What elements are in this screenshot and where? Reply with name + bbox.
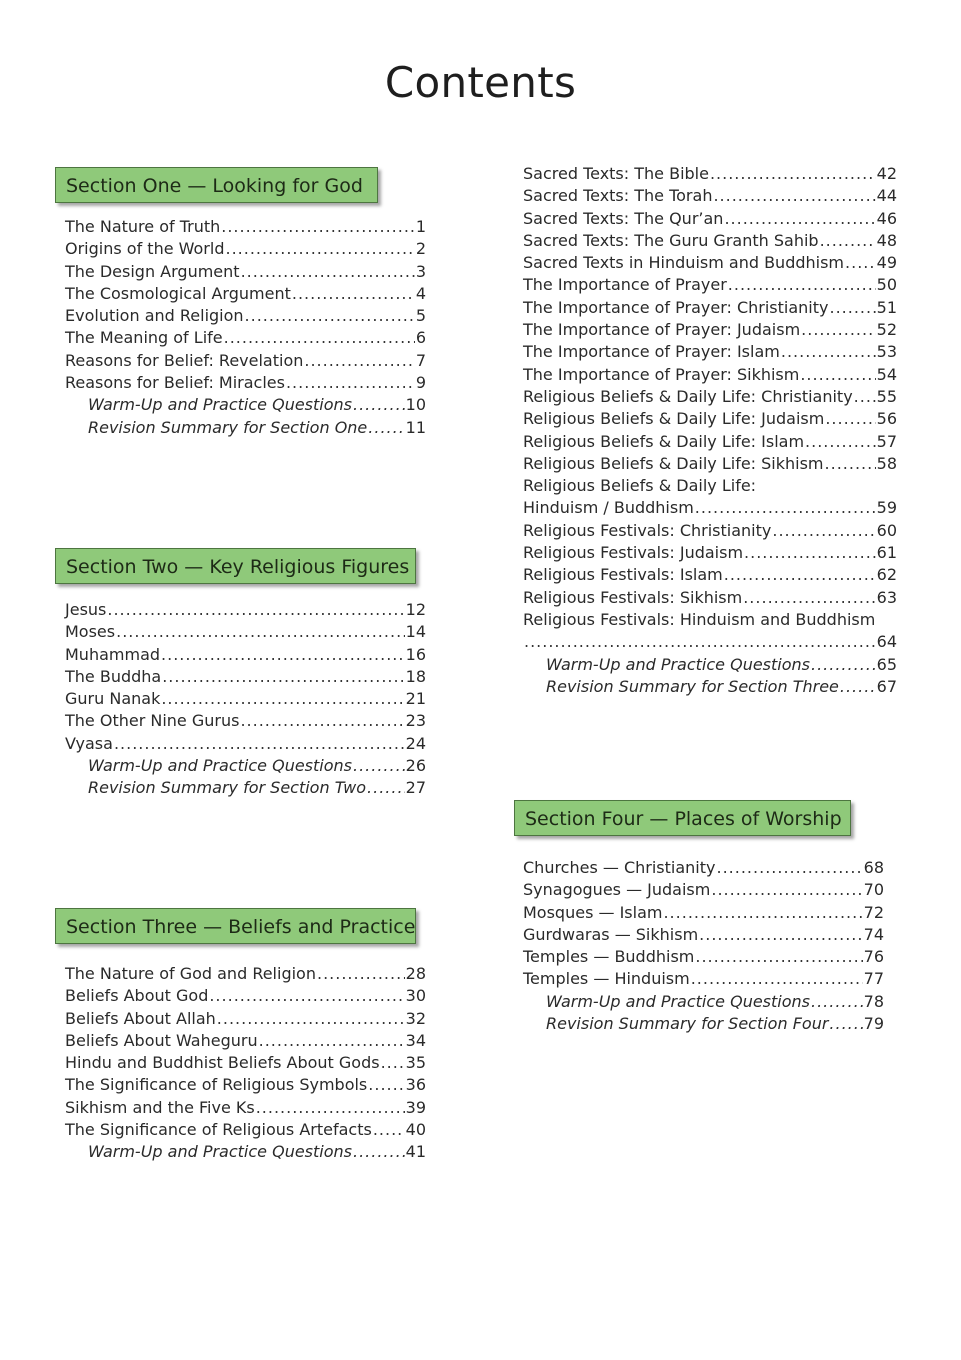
entry-title: Temples — Buddhism bbox=[523, 947, 695, 967]
entry-title: Muhammad bbox=[65, 644, 161, 664]
toc-entry-wrapped-second-line[interactable] bbox=[523, 631, 897, 653]
toc-entry-questions[interactable] bbox=[65, 1141, 426, 1163]
entry-page: 57 bbox=[876, 431, 897, 451]
toc-entry-revision-summary[interactable] bbox=[65, 417, 426, 439]
entry-page: 65 bbox=[876, 654, 897, 674]
entry-page: 48 bbox=[876, 230, 897, 250]
dot-leader bbox=[240, 710, 404, 732]
entry-title: Sacred Texts in Hinduism and Buddhism bbox=[523, 253, 845, 273]
dot-leader bbox=[373, 1119, 405, 1141]
toc-entry-questions[interactable] bbox=[523, 991, 884, 1013]
entry-page: 35 bbox=[405, 1053, 426, 1073]
section-four-header: Section Four — Places of Worship bbox=[514, 800, 851, 836]
entry-page: 42 bbox=[876, 164, 897, 183]
entry-page: 30 bbox=[405, 986, 426, 1006]
toc-entry[interactable] bbox=[523, 879, 884, 901]
dot-leader bbox=[241, 261, 415, 283]
dot-leader bbox=[772, 520, 875, 542]
entry-page: 21 bbox=[405, 689, 426, 709]
dot-leader bbox=[811, 654, 876, 676]
entry-page: 4 bbox=[415, 283, 426, 303]
dot-leader bbox=[825, 453, 876, 475]
dot-leader bbox=[724, 564, 876, 586]
entry-title: Sacred Texts: The Guru Granth Sahib bbox=[523, 230, 819, 250]
entry-title: Mosques — Islam bbox=[523, 902, 663, 922]
entry-page: 3 bbox=[415, 261, 426, 281]
entry-title: The Design Argument bbox=[65, 261, 240, 281]
toc-entry[interactable] bbox=[65, 1097, 426, 1119]
toc-entry[interactable] bbox=[65, 644, 426, 666]
toc-entry[interactable] bbox=[65, 621, 426, 643]
entry-title: Religious Festivals: Judaism bbox=[523, 543, 744, 563]
dot-leader bbox=[353, 1141, 405, 1163]
entry-page: 64 bbox=[876, 632, 897, 652]
entry-title: Religious Festivals: Christianity bbox=[523, 520, 772, 540]
toc-entry-questions[interactable] bbox=[65, 755, 426, 777]
toc-entry[interactable] bbox=[523, 924, 884, 946]
dot-leader bbox=[259, 1030, 405, 1052]
dot-leader bbox=[317, 963, 405, 985]
entry-title: Hindu and Buddhist Beliefs About Gods bbox=[65, 1053, 380, 1073]
dot-leader bbox=[825, 408, 875, 430]
entry-page: 9 bbox=[415, 373, 426, 393]
entry-title: Religious Beliefs & Daily Life: bbox=[523, 476, 757, 496]
toc-entry[interactable] bbox=[523, 341, 897, 363]
entry-page: 12 bbox=[405, 600, 426, 619]
toc-entry[interactable] bbox=[65, 261, 426, 283]
dot-leader bbox=[292, 283, 415, 305]
dot-leader bbox=[695, 497, 876, 519]
entry-page: 27 bbox=[405, 778, 426, 798]
dot-leader bbox=[691, 968, 863, 990]
dot-leader bbox=[161, 644, 405, 666]
dot-leader bbox=[114, 733, 405, 755]
entry-title: The Importance of Prayer: Judaism bbox=[523, 320, 801, 340]
entry-page: 53 bbox=[876, 342, 897, 362]
toc-entry[interactable] bbox=[523, 163, 897, 185]
dot-leader bbox=[699, 924, 862, 946]
dot-leader bbox=[743, 587, 875, 609]
dot-leader bbox=[209, 985, 404, 1007]
toc-entry[interactable] bbox=[65, 1030, 426, 1052]
dot-leader bbox=[781, 341, 876, 363]
entry-title: The Meaning of Life bbox=[65, 328, 223, 348]
entry-title: Revision Summary for Section One bbox=[88, 417, 368, 437]
toc-entry[interactable] bbox=[65, 327, 426, 349]
entry-title: Religious Festivals: Islam bbox=[523, 565, 723, 585]
toc-entry[interactable] bbox=[65, 372, 426, 394]
toc-entry-revision-summary[interactable] bbox=[523, 676, 897, 698]
toc-entry[interactable] bbox=[523, 297, 897, 319]
toc-entry[interactable] bbox=[523, 230, 897, 252]
entry-title: The Nature of God and Religion bbox=[65, 964, 316, 983]
dot-leader bbox=[304, 350, 414, 372]
toc-entry[interactable] bbox=[523, 431, 897, 453]
section-two-entries bbox=[65, 599, 426, 800]
toc-entry-revision-summary[interactable] bbox=[65, 777, 426, 799]
entry-title: Guru Nanak bbox=[65, 689, 161, 709]
entry-title: Temples — Hinduism bbox=[523, 969, 690, 989]
entry-page: 28 bbox=[405, 964, 426, 983]
entry-page: 6 bbox=[415, 328, 426, 348]
entry-page: 59 bbox=[876, 498, 897, 518]
entry-title: Revision Summary for Section Two bbox=[88, 778, 367, 798]
entry-page: 26 bbox=[405, 756, 426, 776]
dot-leader bbox=[224, 327, 415, 349]
toc-entry[interactable] bbox=[523, 364, 897, 386]
entry-page: 60 bbox=[876, 520, 897, 540]
entry-title: Warm-Up and Practice Questions bbox=[88, 756, 352, 776]
entry-page: 72 bbox=[863, 902, 884, 922]
entry-page: 46 bbox=[876, 208, 897, 228]
entry-page: 56 bbox=[876, 409, 897, 429]
toc-entry[interactable] bbox=[523, 208, 897, 230]
entry-title: Gurdwaras — Sikhism bbox=[523, 924, 699, 944]
dot-leader bbox=[717, 857, 863, 879]
entry-title: The Cosmological Argument bbox=[65, 283, 291, 303]
dot-leader bbox=[713, 185, 875, 207]
dot-leader bbox=[811, 991, 863, 1013]
entry-page: 52 bbox=[876, 320, 897, 340]
entry-page: 76 bbox=[863, 947, 884, 967]
dot-leader bbox=[524, 631, 876, 653]
dot-leader bbox=[225, 238, 414, 260]
entry-title: The Significance of Religious Symbols bbox=[65, 1075, 368, 1095]
entry-page: 63 bbox=[876, 587, 897, 607]
dot-leader bbox=[710, 163, 876, 185]
entry-title: Religious Festivals: Sikhism bbox=[523, 587, 743, 607]
dot-leader bbox=[829, 1013, 862, 1035]
entry-title: Churches — Christianity bbox=[523, 858, 716, 877]
dot-leader bbox=[820, 230, 876, 252]
toc-entry[interactable] bbox=[65, 1052, 426, 1074]
toc-entry[interactable] bbox=[65, 283, 426, 305]
entry-page: 78 bbox=[863, 991, 884, 1011]
toc-entry[interactable] bbox=[523, 542, 897, 564]
entry-title: Sikhism and the Five Ks bbox=[65, 1097, 255, 1117]
toc-entry[interactable] bbox=[65, 688, 426, 710]
toc-entry[interactable] bbox=[523, 185, 897, 207]
entry-title: Warm-Up and Practice Questions bbox=[88, 395, 352, 415]
toc-entry[interactable] bbox=[523, 946, 884, 968]
entry-title: Origins of the World bbox=[65, 239, 225, 259]
entry-page: 55 bbox=[876, 386, 897, 406]
entry-page: 50 bbox=[876, 275, 897, 295]
dot-leader bbox=[107, 599, 404, 621]
toc-entry[interactable] bbox=[523, 968, 884, 990]
dot-leader bbox=[245, 305, 415, 327]
toc-entry[interactable] bbox=[523, 453, 897, 475]
entry-title: Warm-Up and Practice Questions bbox=[546, 654, 810, 674]
dot-leader bbox=[744, 542, 876, 564]
entry-title: Religious Festivals: Hinduism and Buddhism bbox=[523, 609, 876, 629]
section-two-header: Section Two — Key Religious Figures bbox=[55, 548, 416, 584]
dot-leader bbox=[381, 1052, 405, 1074]
dot-leader bbox=[368, 1074, 404, 1096]
dot-leader bbox=[162, 666, 404, 688]
entry-page: 11 bbox=[405, 417, 426, 437]
entry-title: Beliefs About Waheguru bbox=[65, 1030, 258, 1050]
dot-leader bbox=[256, 1097, 405, 1119]
entry-page: 1 bbox=[415, 217, 426, 236]
entry-page: 70 bbox=[863, 880, 884, 900]
entry-title: Synagogues — Judaism bbox=[523, 880, 711, 900]
entry-title: Revision Summary for Section Four bbox=[546, 1014, 829, 1034]
dot-leader bbox=[217, 1008, 405, 1030]
entry-page: 61 bbox=[876, 543, 897, 563]
entry-title: Sacred Texts: The Qur’an bbox=[523, 208, 724, 228]
dot-leader bbox=[805, 431, 876, 453]
entry-page: 14 bbox=[405, 622, 426, 642]
dot-leader bbox=[353, 755, 405, 777]
toc-entry-wrapped-first-line[interactable] bbox=[523, 609, 897, 631]
toc-entry-wrapped-second-line[interactable] bbox=[523, 497, 897, 519]
entry-title: Jesus bbox=[65, 600, 107, 619]
toc-entry[interactable] bbox=[65, 963, 426, 985]
toc-entry[interactable] bbox=[523, 902, 884, 924]
entry-title: Warm-Up and Practice Questions bbox=[546, 991, 810, 1011]
dot-leader bbox=[800, 364, 875, 386]
entry-title: Religious Beliefs & Daily Life: Judaism bbox=[523, 409, 825, 429]
toc-entry[interactable] bbox=[65, 216, 426, 238]
entry-title: Religious Beliefs & Daily Life: Sikhism bbox=[523, 453, 824, 473]
dot-leader bbox=[728, 274, 876, 296]
entry-page: 44 bbox=[876, 186, 897, 206]
entry-page: 34 bbox=[405, 1030, 426, 1050]
entry-title: The Importance of Prayer: Christianity bbox=[523, 297, 829, 317]
section-three-header: Section Three — Beliefs and Practice bbox=[55, 908, 416, 944]
entry-page: 10 bbox=[405, 395, 426, 415]
dot-leader bbox=[845, 252, 876, 274]
entry-page: 32 bbox=[405, 1008, 426, 1028]
entry-page: 49 bbox=[876, 253, 897, 273]
entry-page: 5 bbox=[415, 306, 426, 326]
entry-page: 74 bbox=[863, 924, 884, 944]
entry-title: Religious Beliefs & Daily Life: Islam bbox=[523, 431, 805, 451]
dot-leader bbox=[367, 777, 405, 799]
entry-page: 2 bbox=[415, 239, 426, 259]
toc-entry[interactable] bbox=[65, 710, 426, 732]
dot-leader bbox=[854, 386, 876, 408]
entry-title: Beliefs About Allah bbox=[65, 1008, 216, 1028]
toc-entry[interactable] bbox=[65, 733, 426, 755]
entry-title: Revision Summary for Section Three bbox=[546, 676, 839, 696]
toc-entry[interactable] bbox=[65, 238, 426, 260]
toc-entry[interactable] bbox=[523, 386, 897, 408]
entry-page: 79 bbox=[863, 1014, 884, 1034]
entry-page: 16 bbox=[405, 644, 426, 664]
entry-page: 7 bbox=[415, 350, 426, 370]
toc-entry[interactable] bbox=[65, 1119, 426, 1141]
section-three-entries-left bbox=[65, 963, 426, 1164]
entry-title: Vyasa bbox=[65, 733, 113, 753]
entry-page: 68 bbox=[863, 858, 884, 877]
entry-page: 54 bbox=[876, 364, 897, 384]
dot-leader bbox=[711, 879, 862, 901]
toc-entry[interactable] bbox=[523, 319, 897, 341]
entry-title: Reasons for Belief: Revelation bbox=[65, 350, 304, 370]
entry-page: 36 bbox=[405, 1075, 426, 1095]
dot-leader bbox=[695, 946, 862, 968]
entry-title: Reasons for Belief: Miracles bbox=[65, 373, 285, 393]
entry-title: The Nature of Truth bbox=[65, 217, 221, 236]
entry-page: 77 bbox=[863, 969, 884, 989]
entry-page: 62 bbox=[876, 565, 897, 585]
toc-entry[interactable] bbox=[523, 252, 897, 274]
toc-entry[interactable] bbox=[523, 587, 897, 609]
entry-title: Moses bbox=[65, 622, 116, 642]
toc-entry[interactable] bbox=[65, 305, 426, 327]
entry-title: The Buddha bbox=[65, 666, 162, 686]
section-three-entries-right bbox=[523, 163, 897, 698]
entry-page: 67 bbox=[876, 676, 897, 696]
entry-page: 23 bbox=[405, 711, 426, 731]
entry-title: Religious Beliefs & Daily Life: Christianity bbox=[523, 386, 853, 406]
dot-leader bbox=[663, 902, 862, 924]
entry-page: 41 bbox=[405, 1142, 426, 1162]
entry-page: 51 bbox=[876, 297, 897, 317]
entry-page: 39 bbox=[405, 1097, 426, 1117]
dot-leader bbox=[221, 216, 415, 238]
entry-title: The Importance of Prayer bbox=[523, 275, 727, 295]
toc-entry[interactable] bbox=[523, 520, 897, 542]
toc-entry[interactable] bbox=[65, 599, 426, 621]
toc-entry[interactable] bbox=[65, 1074, 426, 1096]
toc-entry[interactable] bbox=[65, 666, 426, 688]
page-title: Contents bbox=[384, 58, 577, 107]
entry-title: Sacred Texts: The Bible bbox=[523, 164, 709, 183]
toc-entry[interactable] bbox=[65, 350, 426, 372]
dot-leader bbox=[286, 372, 415, 394]
entry-title: Hinduism / Buddhism bbox=[523, 498, 694, 518]
toc-entry[interactable] bbox=[65, 1008, 426, 1030]
toc-entry-questions[interactable] bbox=[523, 654, 897, 676]
entry-title: Sacred Texts: The Torah bbox=[523, 186, 713, 206]
toc-entry-questions[interactable] bbox=[65, 394, 426, 416]
dot-leader bbox=[116, 621, 405, 643]
toc-entry[interactable] bbox=[523, 408, 897, 430]
dot-leader bbox=[161, 688, 404, 710]
entry-page: 58 bbox=[876, 453, 897, 473]
toc-entry[interactable] bbox=[523, 274, 897, 296]
entry-title: Beliefs About God bbox=[65, 986, 209, 1006]
section-one-header: Section One — Looking for God bbox=[55, 167, 378, 203]
entry-title: Warm-Up and Practice Questions bbox=[88, 1142, 352, 1162]
dot-leader bbox=[801, 319, 875, 341]
entry-page: 18 bbox=[405, 666, 426, 686]
dot-leader bbox=[829, 297, 875, 319]
entry-title: The Importance of Prayer: Islam bbox=[523, 342, 780, 362]
section-one-entries bbox=[65, 216, 426, 439]
dot-leader bbox=[368, 417, 404, 439]
section-four-entries bbox=[523, 857, 884, 1035]
entry-title: The Other Nine Gurus bbox=[65, 711, 240, 731]
toc-entry[interactable] bbox=[523, 857, 884, 879]
entry-title: Evolution and Religion bbox=[65, 306, 244, 326]
toc-entry-wrapped-first-line[interactable] bbox=[523, 475, 897, 497]
entry-title: The Importance of Prayer: Sikhism bbox=[523, 364, 800, 384]
toc-entry-revision-summary[interactable] bbox=[523, 1013, 884, 1035]
dot-leader bbox=[840, 676, 876, 698]
toc-entry[interactable] bbox=[523, 564, 897, 586]
entry-page: 24 bbox=[405, 733, 426, 753]
entry-page: 40 bbox=[405, 1120, 426, 1140]
dot-leader bbox=[724, 208, 875, 230]
dot-leader bbox=[353, 394, 405, 416]
entry-title: The Significance of Religious Artefacts bbox=[65, 1120, 372, 1140]
toc-entry[interactable] bbox=[65, 985, 426, 1007]
